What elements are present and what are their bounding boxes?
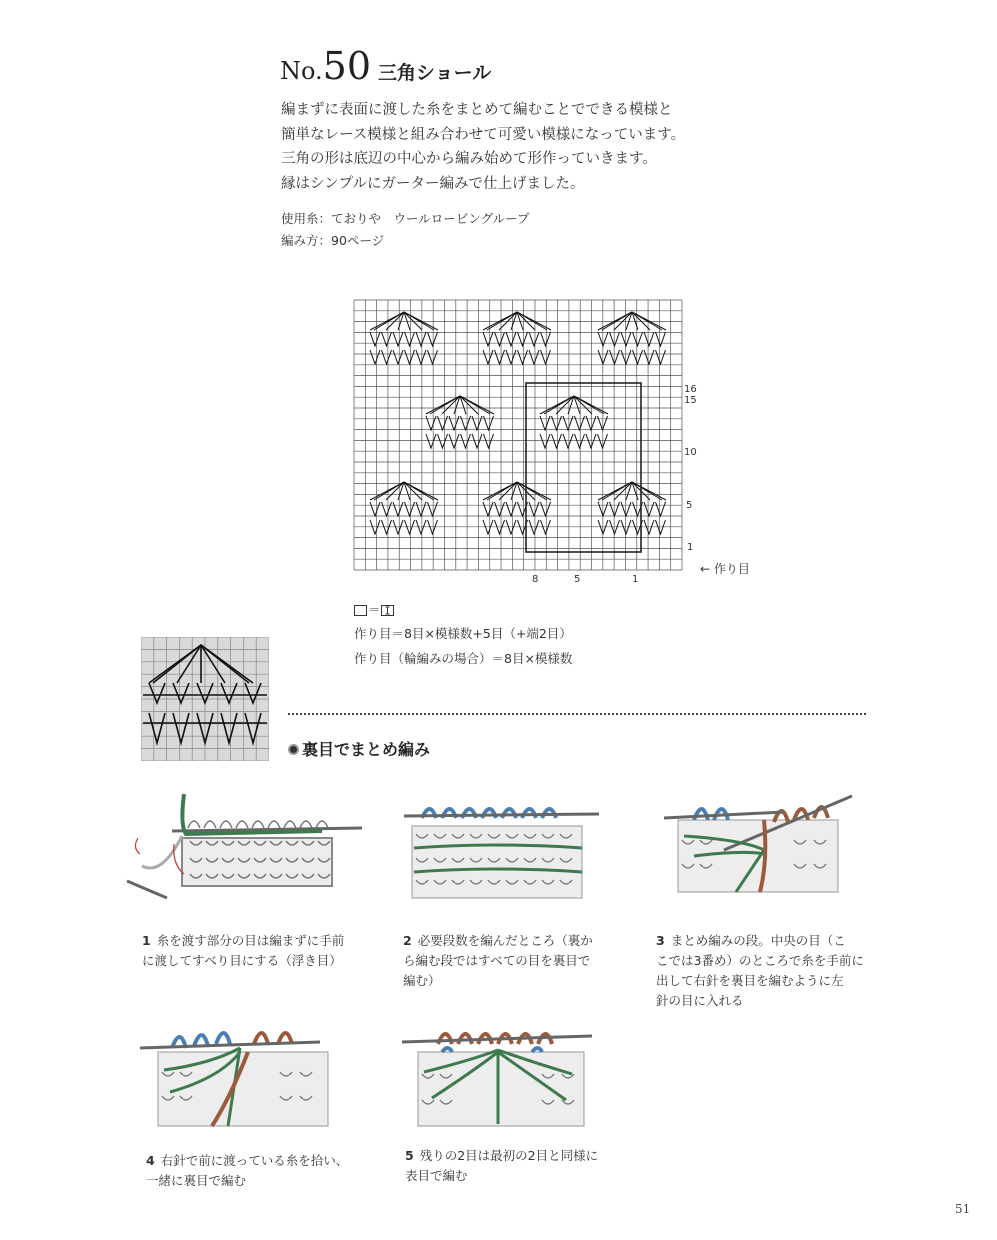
intro-text: [281, 98, 741, 196]
section-divider: [288, 713, 866, 715]
step-number: 1: [142, 933, 151, 948]
pattern-number-value: 50: [322, 44, 372, 88]
motif-symbol: [370, 312, 438, 364]
legend-equals: ＝: [368, 602, 381, 617]
step-caption-3: 3 まとめ編みの段。中央の目（こ こでは3番め）のところで糸を手前に 出して右針を裏目を編むように左 針の目に入れる: [656, 933, 864, 1008]
cast-on-formula-round: 作り目（輪編みの場合）＝8目×模様数: [354, 651, 573, 666]
materials: [281, 208, 530, 252]
step-5-illustration: [402, 1012, 602, 1132]
step-caption-2: 2 必要段数を編んだところ（裏か ら編む段ではすべての目を裏目で 編む）: [403, 933, 593, 988]
method-line: 編み方：90ページ: [281, 233, 385, 248]
motif-symbol: [483, 482, 551, 534]
step-2-illustration: [404, 796, 604, 906]
cast-on-label: ← 作り目: [700, 562, 750, 576]
row-label: 15: [684, 395, 697, 406]
mini-stitch-chart: [141, 637, 269, 761]
intro-line: 簡単なレース模様と組み合わせて可愛い模様になっています。: [281, 126, 686, 143]
pattern-title: 三角ショール: [378, 62, 492, 84]
motif-symbol: [598, 482, 666, 534]
row-labels: [684, 384, 697, 553]
stitch-chart: [352, 298, 697, 588]
chart-symbols: [370, 312, 666, 534]
pattern-number: No.50: [280, 44, 372, 88]
step-number: 4: [146, 1153, 155, 1168]
step-caption-4: 4 右針で前に渡っている糸を拾い、 一緒に裏目で編む: [146, 1153, 349, 1188]
motif-symbol: [370, 482, 438, 534]
row-label: 10: [684, 447, 697, 458]
blank-square-icon: [354, 605, 368, 617]
section-title: 裏目でまとめ編み: [288, 737, 430, 760]
cast-on-formula: 作り目＝8目×模様数+5目（+端2目）: [354, 626, 572, 641]
intro-line: 縁はシンプルにガーター編みで仕上げました。: [281, 175, 585, 192]
col-label: 1: [632, 574, 639, 585]
step-3-illustration: [664, 780, 864, 900]
intro-line: 三角の形は底辺の中心から編み始めて形作っていきます。: [281, 151, 657, 167]
step-caption-1: 1 糸を渡す部分の目は編まずに手前 に渡してすべり目にする（浮き目）: [142, 933, 345, 968]
motif-symbol: [598, 312, 666, 364]
row-label: 5: [686, 500, 693, 511]
row-label: 1: [687, 542, 694, 553]
legend: [354, 599, 395, 621]
col-label: 5: [574, 574, 581, 585]
chart-grid: [354, 300, 682, 570]
col-label: 8: [532, 574, 539, 585]
step-1-illustration: [122, 786, 362, 916]
bullet-icon: [288, 744, 299, 755]
step-caption-5: 5 残りの2目は最初の2目と同様に 表目で編む: [405, 1148, 599, 1183]
step-4-illustration: [140, 1008, 345, 1133]
col-labels: [532, 574, 638, 585]
step-number: 5: [405, 1148, 414, 1163]
intro-line: 編まずに表面に渡した糸をまとめて編むことでできる模様と: [281, 102, 673, 118]
step-number: 3: [656, 933, 665, 948]
knit-stitch-icon: [381, 605, 395, 617]
page-number: 51: [955, 1202, 971, 1216]
row-label: 16: [684, 384, 697, 395]
step-number: 2: [403, 933, 412, 948]
motif-symbol: [483, 312, 551, 364]
yarn-line: 使用糸：ておりや ウールロービングループ: [281, 211, 530, 226]
